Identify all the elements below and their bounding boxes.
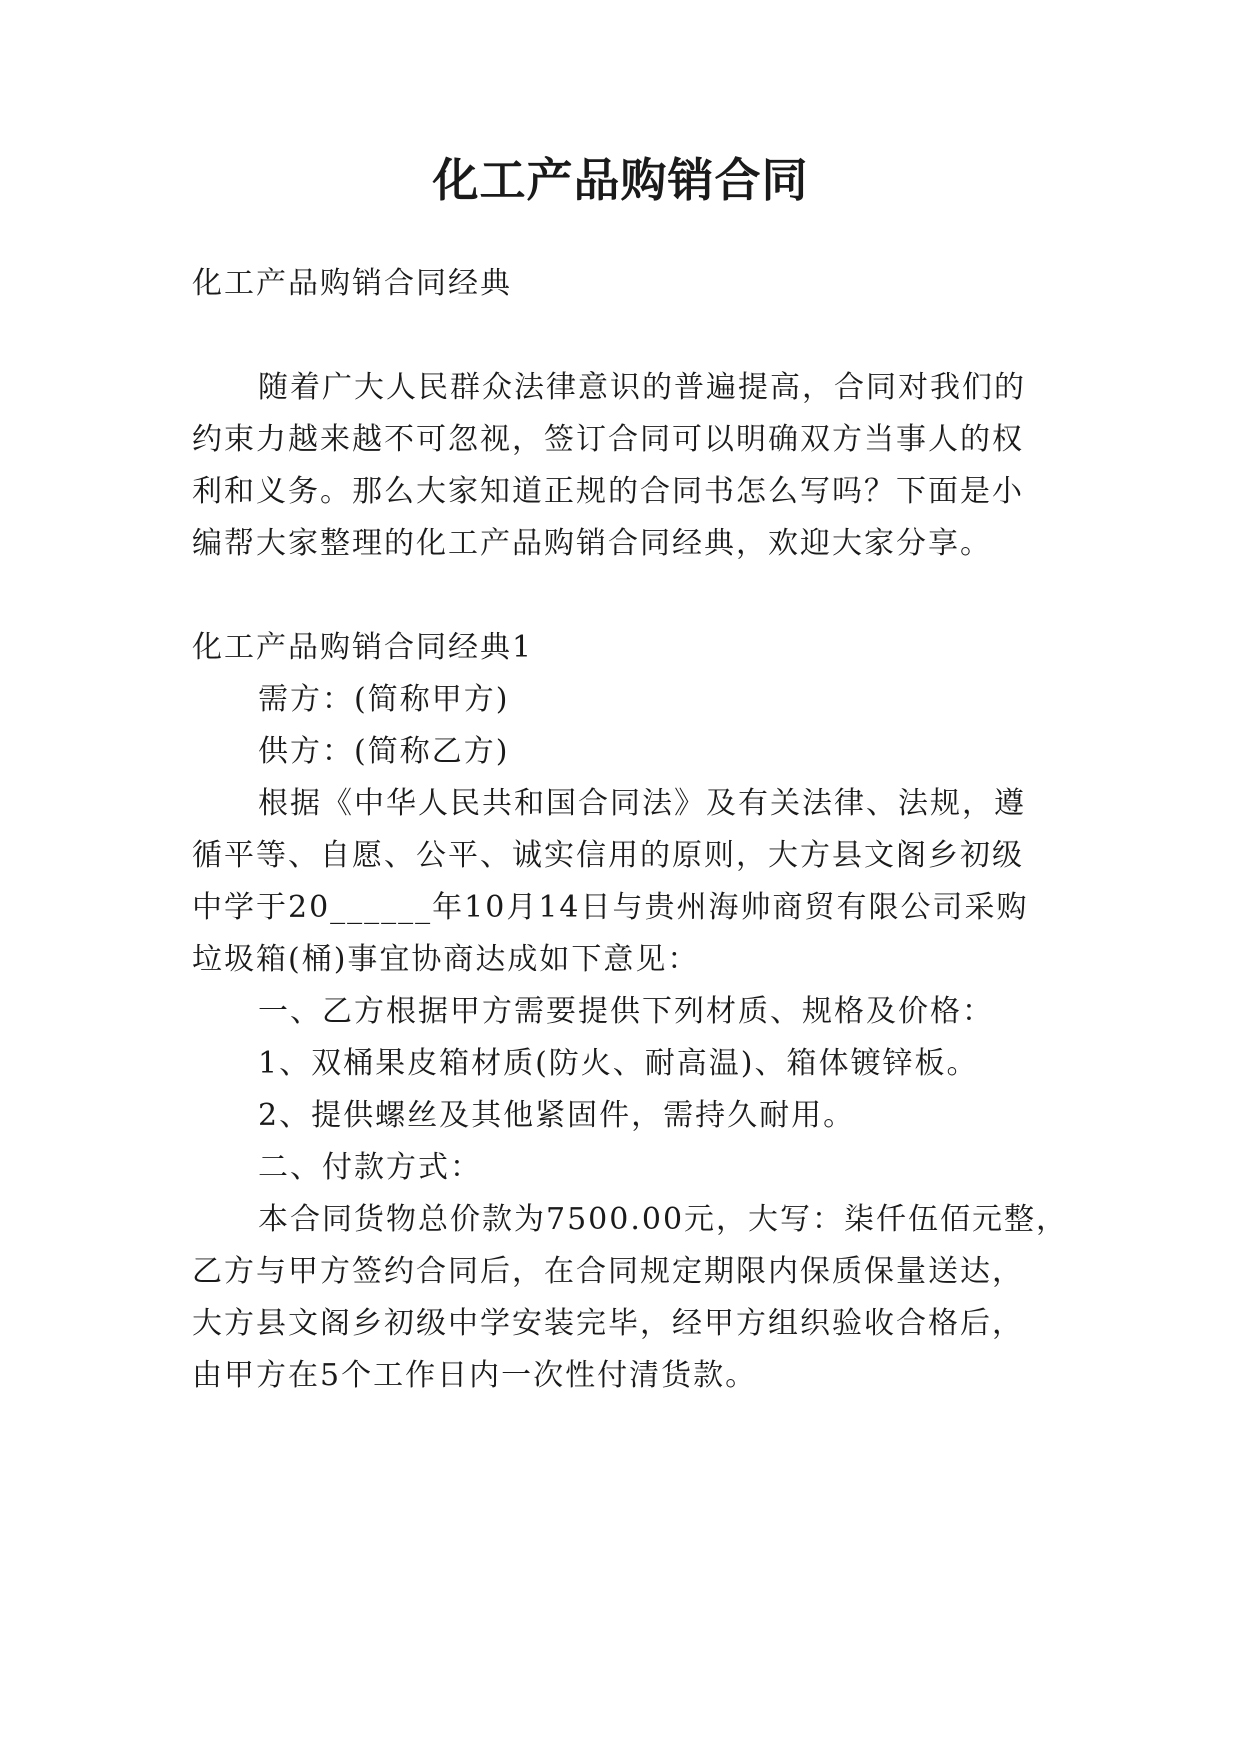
intro-line-1: 随着广大人民群众法律意识的普遍提高，合同对我们的 [258, 370, 1026, 405]
payment-line-1: 本合同货物总价款为7500.00元，大写：柒仟伍佰元整， [258, 1202, 1069, 1237]
item-two: 2、提供螺丝及其他紧固件，需持久耐用。 [258, 1098, 856, 1133]
clause-two: 二、付款方式： [258, 1150, 482, 1185]
basis-line-4: 垃圾箱(桶)事宜协商达成如下意见： [192, 942, 700, 977]
payment-line-3: 大方县文阁乡初级中学安装完毕，经甲方组织验收合格后， [192, 1306, 1024, 1341]
intro-line-4: 编帮大家整理的化工产品购销合同经典，欢迎大家分享。 [192, 526, 992, 561]
basis-line-3: 中学于20______年10月14日与贵州海帅商贸有限公司采购 [192, 890, 1029, 925]
clause-one: 一、乙方根据甲方需要提供下列材质、规格及价格： [258, 994, 994, 1029]
intro-line-3: 利和义务。那么大家知道正规的合同书怎么写吗？下面是小 [192, 474, 1024, 509]
basis-line-2: 循平等、自愿、公平、诚实信用的原则，大方县文阁乡初级 [192, 838, 1024, 873]
buyer-line: 需方：(简称甲方) [258, 682, 510, 717]
item-one: 1、双桶果皮箱材质(防火、耐高温)、箱体镀锌板。 [258, 1046, 979, 1081]
payment-line-2: 乙方与甲方签约合同后，在合同规定期限内保质保量送达， [192, 1254, 1024, 1289]
basis-line-1: 根据《中华人民共和国合同法》及有关法律、法规，遵 [258, 786, 1026, 821]
document-subtitle: 化工产品购销合同经典 [192, 266, 512, 301]
document-title: 化工产品购销合同 [432, 153, 809, 207]
supplier-line: 供方：(简称乙方) [258, 734, 510, 769]
section-heading: 化工产品购销合同经典1 [192, 630, 534, 665]
payment-line-4: 由甲方在5个工作日内一次性付清货款。 [192, 1358, 758, 1393]
intro-line-2: 约束力越来越不可忽视，签订合同可以明确双方当事人的权 [192, 422, 1024, 457]
